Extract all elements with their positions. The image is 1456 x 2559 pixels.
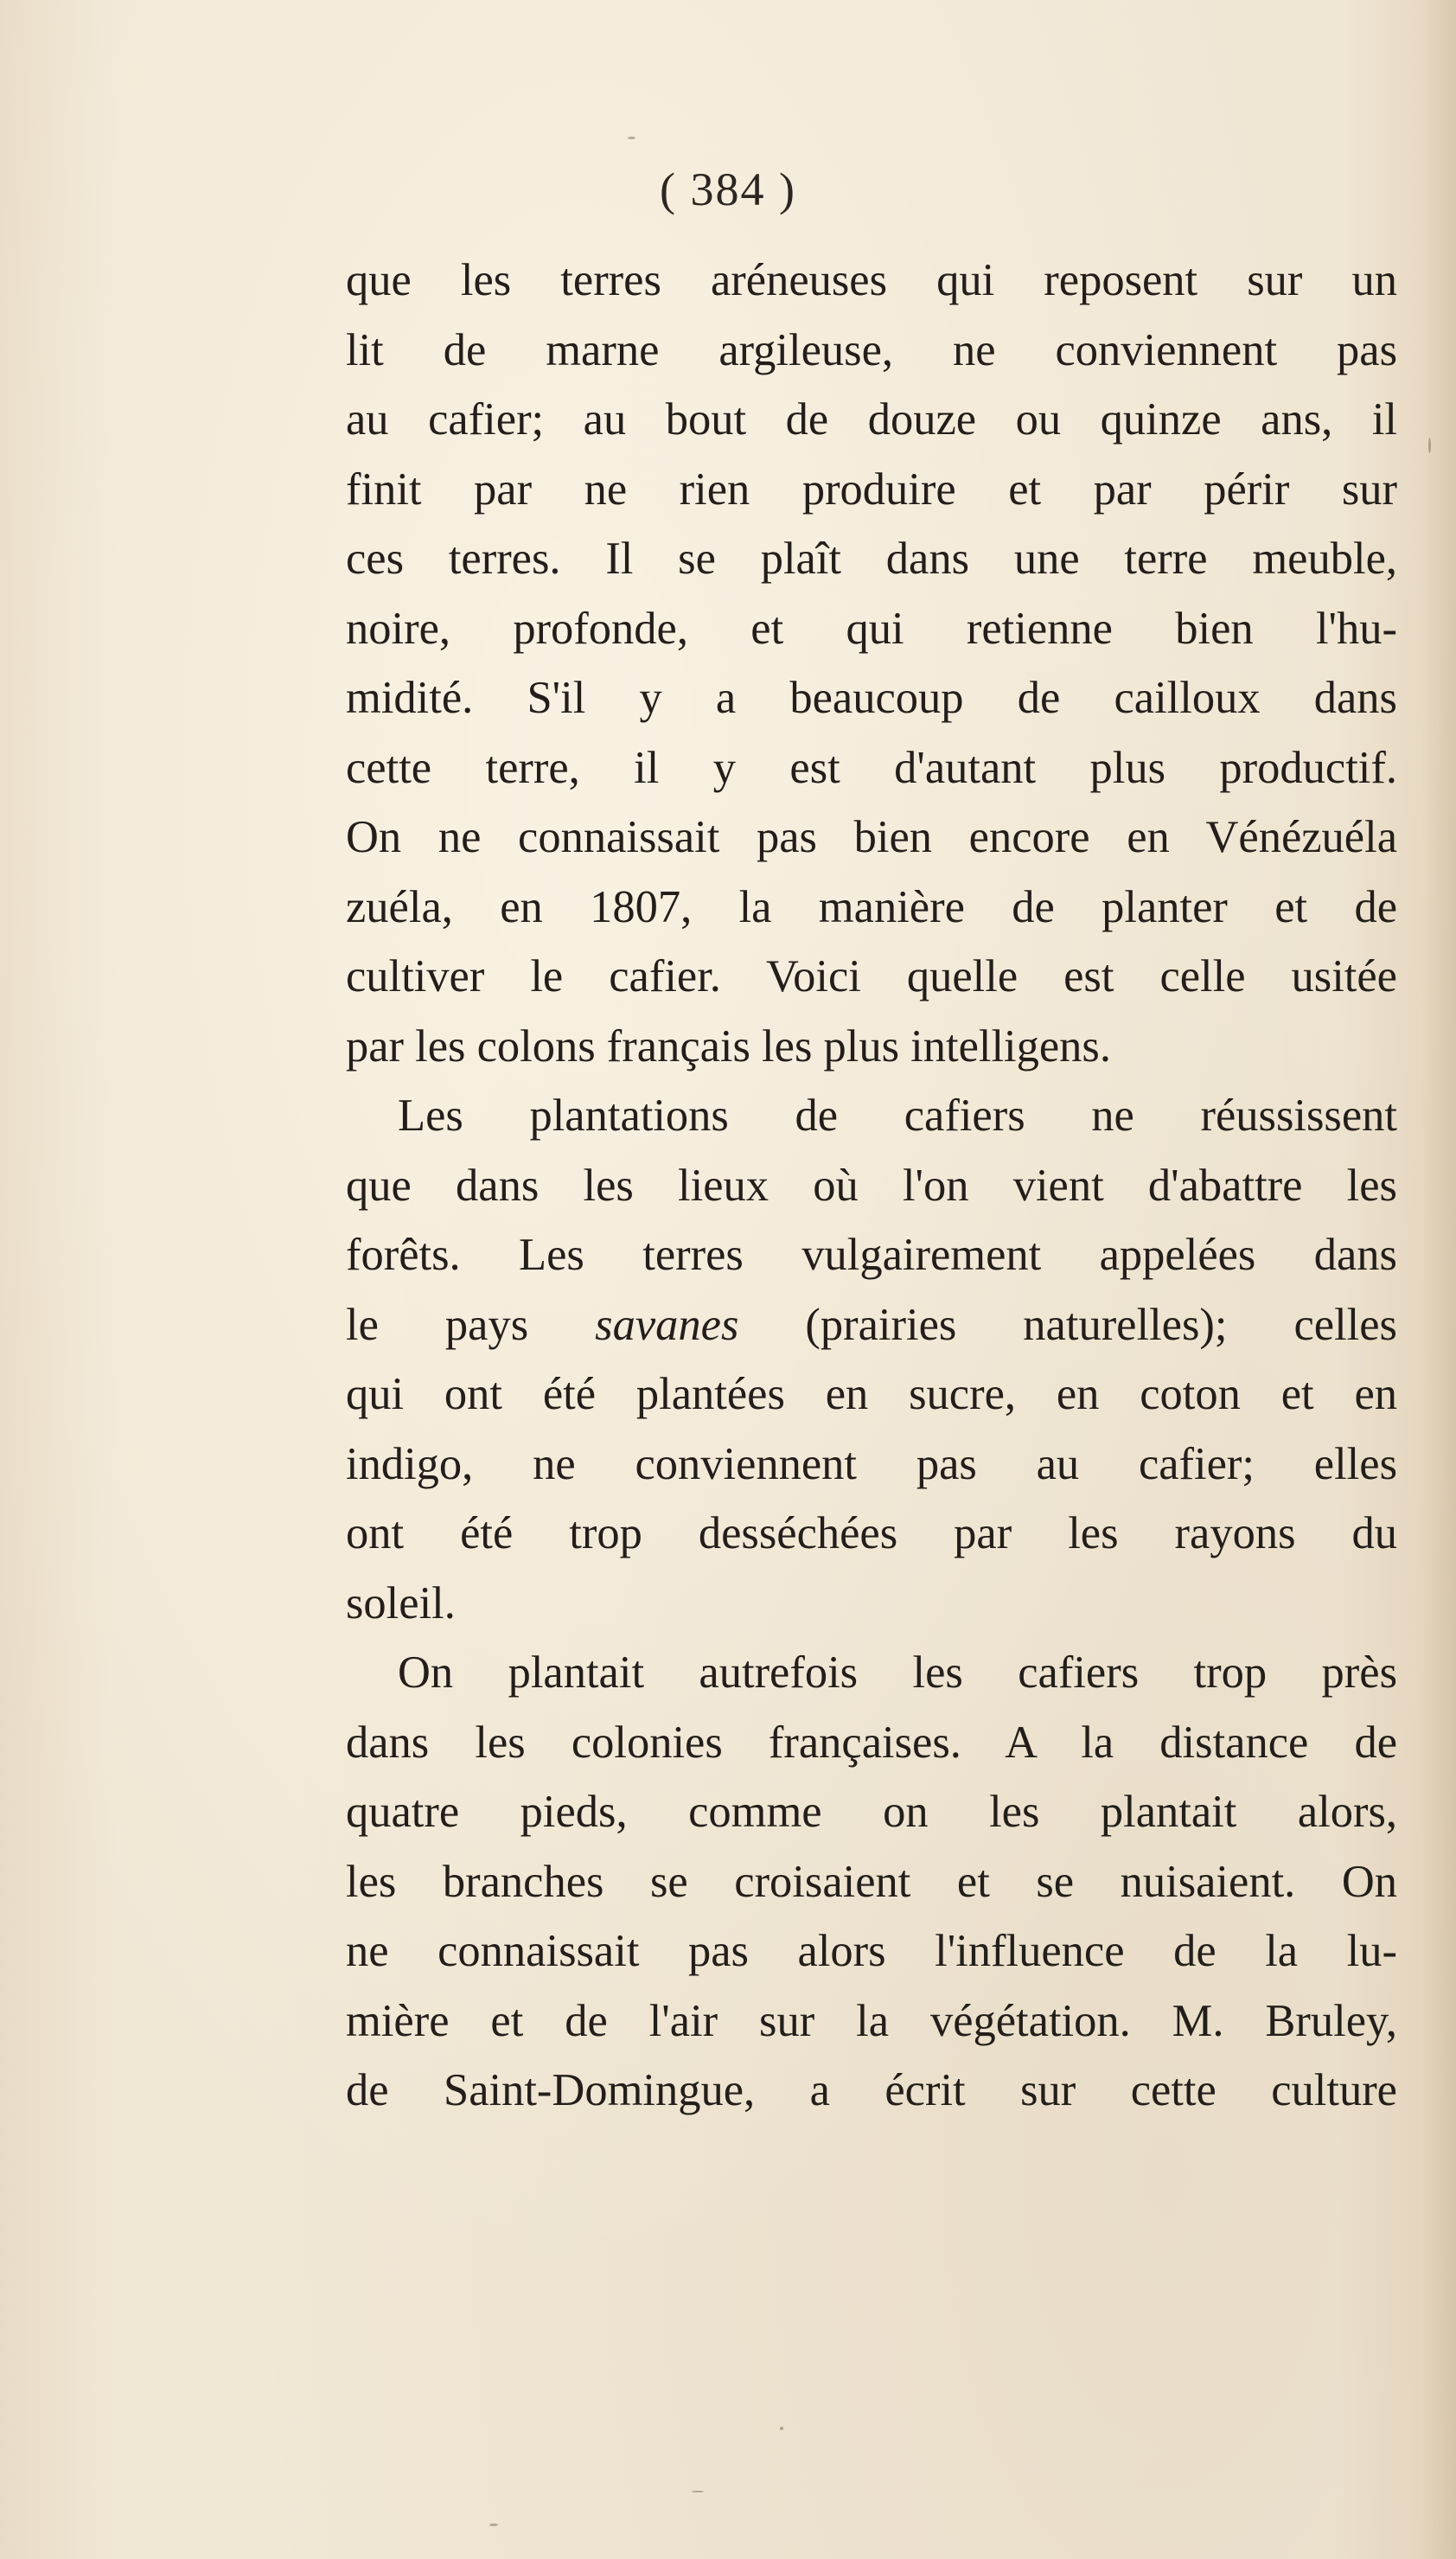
page-number: ( 384 ) <box>660 163 796 215</box>
italic-term: savanes <box>595 1299 739 1350</box>
text-line: au cafier; au bout de douze ou quinze ans, il <box>346 394 1397 445</box>
page-edge-shadow <box>1421 0 1456 2559</box>
text-line: ces terres. Il se plaît dans une terre meuble, <box>346 534 1397 584</box>
text-line: lit de marne argileuse, ne conviennent pas <box>346 324 1397 375</box>
text-line: forêts. Les terres vulgairement appelées dans <box>346 1230 1397 1280</box>
text-line: soleil. <box>346 1577 456 1628</box>
text-line: par les colons français les plus intelligens. <box>346 1020 1111 1072</box>
text-line <box>346 1290 1397 1360</box>
text-line: finit par ne rien produire et par périr sur <box>346 464 1397 515</box>
paper-speck <box>628 137 635 139</box>
paper-speck <box>489 2524 498 2526</box>
text-line: Les plantations de cafiers ne réussissent <box>398 1091 1397 1141</box>
text-line: midité. S'il y a beaucoup de cailloux dans <box>346 673 1397 723</box>
text-fragment: (prairies naturelles); celles <box>805 1299 1397 1350</box>
text-line: On ne connaissait pas bien encore en Vénézuéla <box>346 812 1397 862</box>
text-line: On plantait autrefois les cafiers trop près <box>398 1647 1397 1698</box>
text-line: indigo, ne conviennent pas au cafier; elles <box>346 1438 1397 1489</box>
text-line: de Saint-Domingue, a écrit sur cette culture <box>346 2065 1397 2115</box>
text-line: dans les colonies françaises. A la distance de <box>346 1717 1397 1768</box>
text-line: qui ont été plantées en sucre, en coton et en <box>346 1369 1397 1419</box>
body-text <box>346 246 1397 2126</box>
paper-speck <box>692 2491 704 2492</box>
text-line: cette terre, il y est d'autant plus productif. <box>346 742 1397 793</box>
text-line: les branches se croisaient et se nuisaient. On <box>346 1856 1397 1907</box>
text-line: zuéla, en 1807, la manière de planter et de <box>346 881 1397 932</box>
text-line: que dans les lieux où l'on vient d'abattre les <box>346 1160 1397 1211</box>
text-line: mière et de l'air sur la végétation. M. Bruley, <box>346 1995 1397 2046</box>
paper-speck <box>1428 438 1431 453</box>
text-line: cultiver le cafier. Voici quelle est celle usitée <box>346 951 1397 1001</box>
text-fragment: le pays <box>346 1299 529 1350</box>
text-line: quatre pieds, comme on les plantait alors, <box>346 1787 1397 1837</box>
paper-speck <box>780 2427 783 2430</box>
text-line: ne connaissait pas alors l'influence de la lu- <box>346 1926 1397 1976</box>
text-line: noire, profonde, et qui retienne bien l'hu- <box>346 603 1397 654</box>
text-line: que les terres aréneuses qui reposent sur un <box>346 255 1397 305</box>
text-line: ont été trop desséchées par les rayons du <box>346 1508 1397 1558</box>
